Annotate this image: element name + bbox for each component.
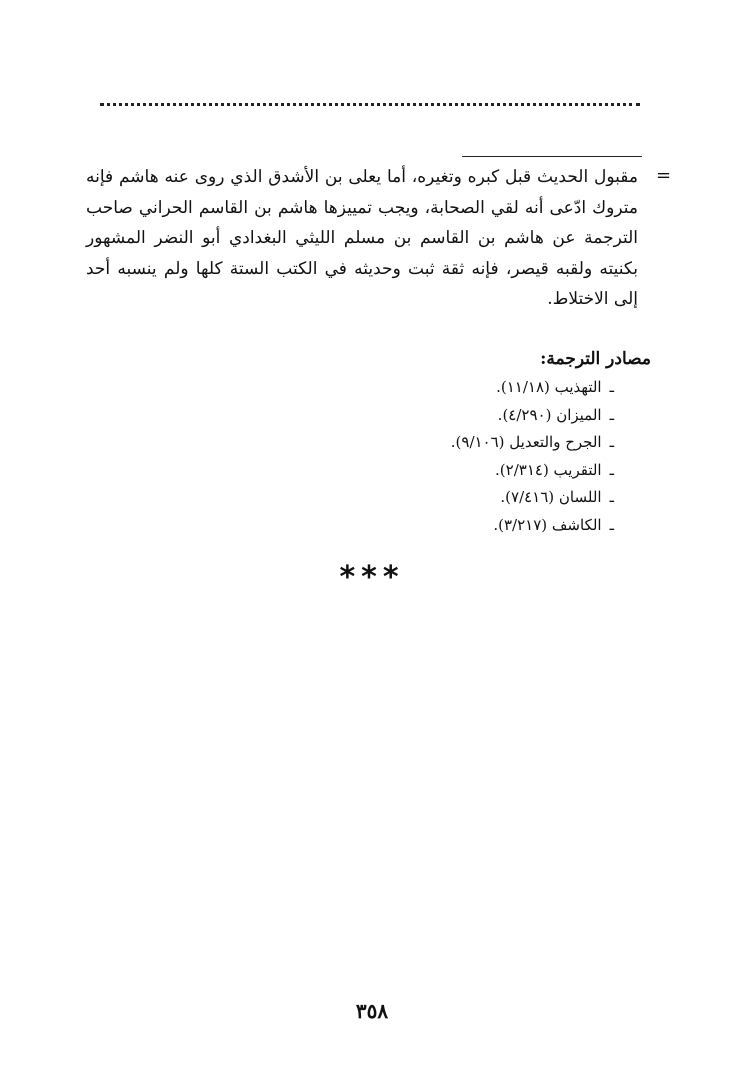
list-item-text: الجرح والتعديل (٩/١٠٦).: [450, 433, 602, 451]
list-item: [451, 374, 614, 402]
sources-list: [451, 374, 614, 539]
list-item: [451, 402, 614, 430]
list-dash: ـ: [609, 433, 614, 451]
list-item-text: التقريب (٢/٣١٤).: [495, 460, 602, 479]
list-item: [451, 512, 614, 540]
body-paragraph: مقبول الحديث قبل كبره وتغيره، أما يعلى بن الأشدق الذي روى عنه هاشم فإنه متروك ادّعى أنه لقي الصحابة، ويجب تمييزها هاشم بن القاسم الحراني صاحب الترجمة عن هاشم بن القاسم بن مسلم الليثي البغدادي أبو النضر المشهور بكنيته ولقبه قيصر، فإنه ثقة ثبت وحديثه في الكتب الستة كلها ولم ينسبه أحد إلى الاختلاط.: [86, 167, 639, 309]
list-item-text: التهذيب (١١/١٨).: [496, 378, 602, 396]
list-dash: ـ: [609, 460, 614, 479]
page-number: ٣٥٨: [355, 999, 389, 1023]
list-dash: ـ: [609, 378, 614, 396]
list-dash: ـ: [609, 515, 614, 534]
list-item: [451, 457, 614, 485]
list-dash: ـ: [609, 488, 614, 506]
top-dotted-rule: [100, 103, 640, 106]
list-item-text: الكاشف (٣/٢١٧).: [493, 515, 602, 534]
list-dash: ـ: [609, 405, 614, 424]
section-separator: ***: [339, 560, 405, 595]
continuation-mark: =: [656, 165, 672, 186]
list-item: [451, 429, 614, 457]
list-item-text: الميزان (٤/٢٩٠).: [497, 405, 602, 424]
list-item: [451, 484, 614, 512]
list-item-text: اللسان (٧/٤١٦).: [500, 488, 602, 506]
footnote-rule: [462, 156, 642, 157]
sources-heading: مصادر الترجمة:: [540, 349, 651, 369]
